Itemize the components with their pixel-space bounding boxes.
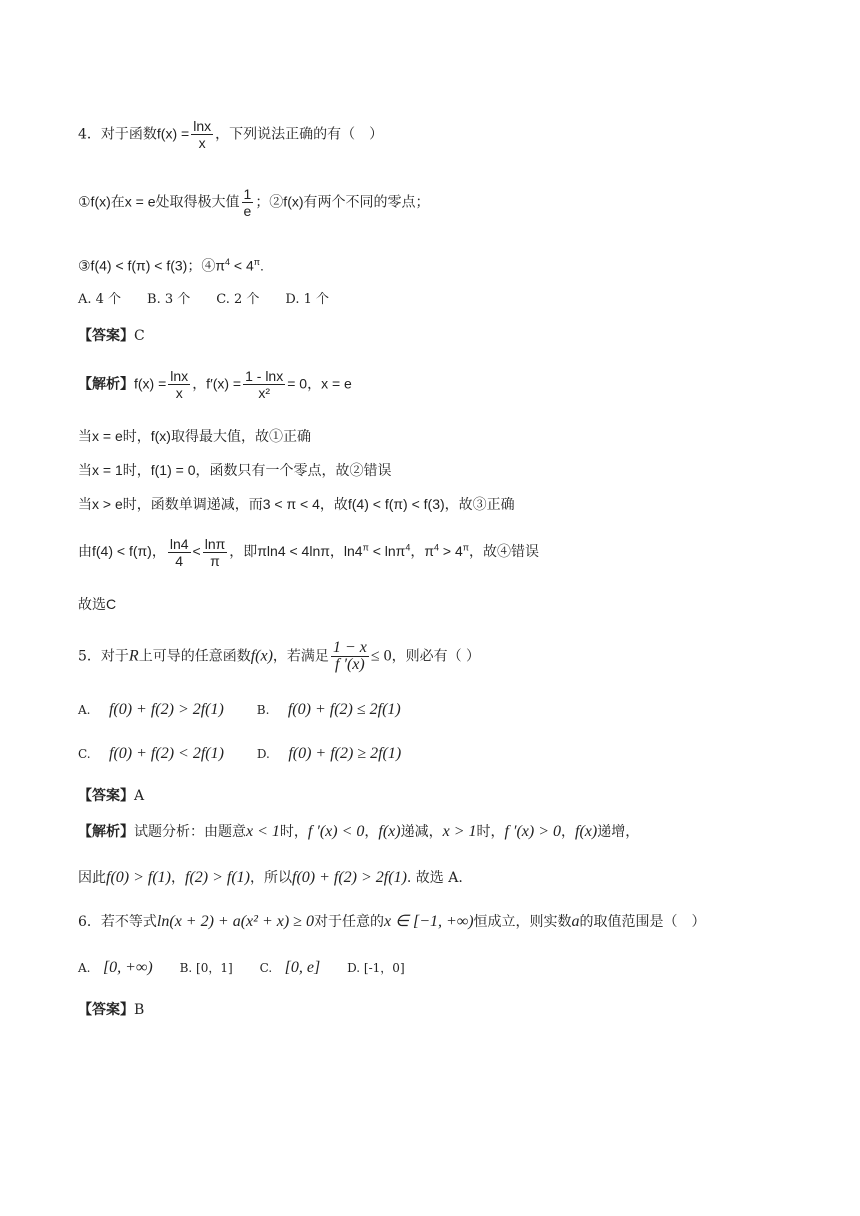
q5-fx: f(x) — [250, 647, 273, 665]
q4-an5b: ，即πln4 < 4lnπ，ln4 — [229, 543, 363, 560]
q4-an5-e3: 4 — [434, 542, 440, 553]
q4-analysis-1 — [78, 368, 352, 401]
q5-optC: f(0) + f(2) < 2f(1) — [109, 745, 224, 762]
q5-an2-t1: 因此 — [78, 870, 106, 886]
q6-answer — [78, 1000, 144, 1020]
q4-an5c: < lnπ — [368, 543, 406, 560]
q5-an2-e1: f(0) > f(1) — [106, 869, 171, 886]
q4-s1-fraction — [242, 186, 254, 219]
q6-optB: B. [0，1] — [179, 961, 233, 975]
q5-num: 1 − x — [332, 639, 367, 656]
q6-stem-b: 对于任意的 — [313, 914, 384, 930]
q6-stem-c: 恒成立，则实数 — [473, 914, 572, 930]
q5-optD-label: D. — [256, 747, 270, 761]
q4-an5-n2: lnπ — [204, 536, 226, 552]
q4-func-fraction — [191, 118, 213, 151]
q4-an5-n1: ln4 — [169, 536, 189, 552]
q5-optA: f(0) + f(2) > 2f(1) — [108, 701, 224, 718]
q4-func-lhs: f(x) = — [156, 125, 190, 142]
q4-analysis-5 — [78, 536, 539, 569]
q4-answer-label: 【答案】 — [78, 328, 134, 344]
q5-stem — [78, 640, 480, 673]
q4-stem-suffix: ，下列说法正确的有（ ） — [215, 126, 384, 143]
q4-an5-d1: 4 — [175, 553, 184, 569]
q5-an1-x2: x > 1 — [442, 823, 477, 840]
q5-answer-value: A — [134, 788, 145, 804]
q4-an1-end: = 0，x = e — [287, 375, 352, 392]
q4-analysis-4: 当x > e时，函数单调递减，而3 < π < 4，故f(4) < f(π) < f(3)，故③正确 — [78, 496, 515, 512]
q4-analysis-2: 当x = e时，f(x)取得最大值，故①正确 — [78, 428, 311, 444]
q4-s3-exp2: π — [253, 257, 260, 267]
q5-cond: ≤ 0 — [370, 647, 392, 665]
q5-an1-d1: f ′(x) < 0 — [307, 823, 365, 840]
q6-options — [78, 958, 405, 978]
q4-func-den: x — [198, 135, 206, 151]
q4-s1-num: 1 — [243, 186, 252, 202]
q6-ineq: ln(x + 2) + a(x² + x) ≥ 0 — [156, 913, 314, 930]
q5-stem-b: 上可导的任意函数 — [138, 648, 251, 665]
q4-stem — [78, 118, 383, 151]
q6-stem-a: 6．若不等式 — [78, 914, 157, 930]
q4-s3-exp1: 4 — [225, 257, 231, 267]
q4-func-num: lnx — [193, 118, 212, 134]
q4-s1-den: e — [243, 203, 252, 219]
q4-an1-f: f(x) = — [134, 375, 167, 392]
q4-an1-num2: 1 - lnx — [245, 368, 284, 384]
q5-an1-t6: 递增， — [597, 824, 640, 840]
q4-an1-mid: ，f′(x) = — [192, 375, 242, 392]
q4-s3: ③f(4) < f(π) < f(3)；④π — [78, 257, 225, 274]
q4-an5f: ，故④错误 — [469, 543, 539, 560]
q5-options-row2 — [78, 744, 401, 764]
q5-analysis-label: 【解析】 — [78, 824, 134, 840]
q6-a: a — [571, 913, 580, 930]
q4-stem-prefix: 4．对于函数 — [78, 126, 157, 143]
q5-optA-label: A. — [78, 703, 91, 717]
q4-an5-fraction2 — [203, 536, 228, 569]
q5-an2-t3: ，所以 — [250, 870, 292, 886]
q5-an2-e3: f(0) + f(2) > 2f(1) — [292, 869, 407, 886]
q4-analysis-3: 当x = 1时，f(1) = 0，函数只有一个零点，故②错误 — [78, 462, 392, 478]
q5-analysis-1 — [78, 822, 639, 842]
q5-an1-f2: f(x) — [575, 823, 598, 840]
q5-den: f ′(x) — [335, 656, 365, 673]
q6-optD: D. [-1，0] — [347, 961, 405, 975]
q4-an1-num: lnx — [170, 368, 189, 384]
q4-s3-mid: < 4 — [230, 257, 254, 274]
q4-an5-d2: π — [210, 553, 220, 569]
q5-analysis-2 — [78, 868, 463, 888]
q6-answer-label: 【答案】 — [78, 1002, 134, 1018]
q5-an1-t1: 时， — [279, 824, 308, 840]
q4-an1-fraction2 — [243, 368, 285, 401]
q5-optD: f(0) + f(2) ≥ 2f(1) — [288, 745, 402, 762]
q4-analysis-label: 【解析】 — [78, 376, 134, 393]
q5-R: R — [128, 647, 139, 665]
q6-optA: [0, +∞) — [102, 959, 153, 976]
q4-an1-fraction1 — [168, 368, 190, 401]
q5-an1-t3: 递减， — [400, 824, 443, 840]
q6-stem — [78, 912, 706, 932]
q4-statement-3 — [78, 252, 264, 276]
q4-answer-value: C — [134, 328, 145, 344]
q4-analysis-6: 故选C — [78, 596, 117, 612]
q5-an2-t4: . 故选 A. — [406, 870, 463, 886]
q6-optA-label: A. — [78, 961, 91, 975]
q5-an2-t2: ， — [171, 870, 185, 886]
q5-stem-a: 5．对于 — [78, 648, 129, 665]
q5-optB-label: B. — [256, 703, 270, 717]
q5-an1: 试题分析：由题意 — [134, 824, 246, 840]
q5-an1-t5: ， — [561, 824, 576, 840]
q5-optB: f(0) + f(2) ≤ 2f(1) — [287, 701, 401, 718]
q6-answer-value: B — [134, 1002, 145, 1018]
q4-an5-lt: < — [192, 543, 201, 560]
q4-s3-end: . — [259, 257, 264, 274]
q5-options-row1 — [78, 700, 401, 720]
q4-an5-e4: π — [462, 542, 469, 553]
q5-fraction — [331, 640, 369, 673]
q4-an5-e1: π — [362, 542, 369, 553]
q4-an5-fraction1 — [168, 536, 191, 569]
q4-an5e: > 4 — [439, 543, 463, 560]
q6-optC: [0, e] — [284, 959, 321, 976]
q4-an5d: ，π — [410, 543, 435, 560]
q4-an5a: 由f(4) < f(π)， — [78, 543, 166, 560]
q5-an1-t4: 时， — [476, 824, 505, 840]
q4-answer — [78, 326, 145, 346]
q6-domain: x ∈ [−1, +∞) — [383, 913, 474, 930]
q5-an2-e2: f(2) > f(1) — [185, 869, 250, 886]
q4-statement-1 — [78, 186, 430, 219]
q4-an5-e2: 4 — [405, 542, 411, 553]
q5-an1-x1: x < 1 — [246, 823, 280, 840]
q5-an1-f1: f(x) — [378, 823, 401, 840]
q5-answer-label: 【答案】 — [78, 788, 134, 804]
q4-an1-den: x — [175, 385, 183, 401]
q4-s1b: ；②f(x)有两个不同的零点； — [255, 193, 430, 210]
q6-optC-label: C. — [259, 961, 273, 975]
q5-an1-d2: f ′(x) > 0 — [504, 823, 562, 840]
q5-optC-label: C. — [78, 747, 91, 761]
q6-stem-d: 的取值范围是（ ） — [579, 914, 706, 930]
q5-an1-t2: ， — [364, 824, 379, 840]
q4-an1-den2: x² — [258, 385, 270, 401]
q5-stem-c: ，若满足 — [272, 648, 329, 665]
q4-options: A. 4 个 B. 3 个 C. 2 个 D. 1 个 — [78, 292, 330, 307]
q5-stem-d: ，则必有（ ） — [391, 648, 481, 665]
q4-s1a: ①f(x)在x = e处取得极大值 — [78, 193, 240, 210]
q5-answer — [78, 786, 144, 806]
